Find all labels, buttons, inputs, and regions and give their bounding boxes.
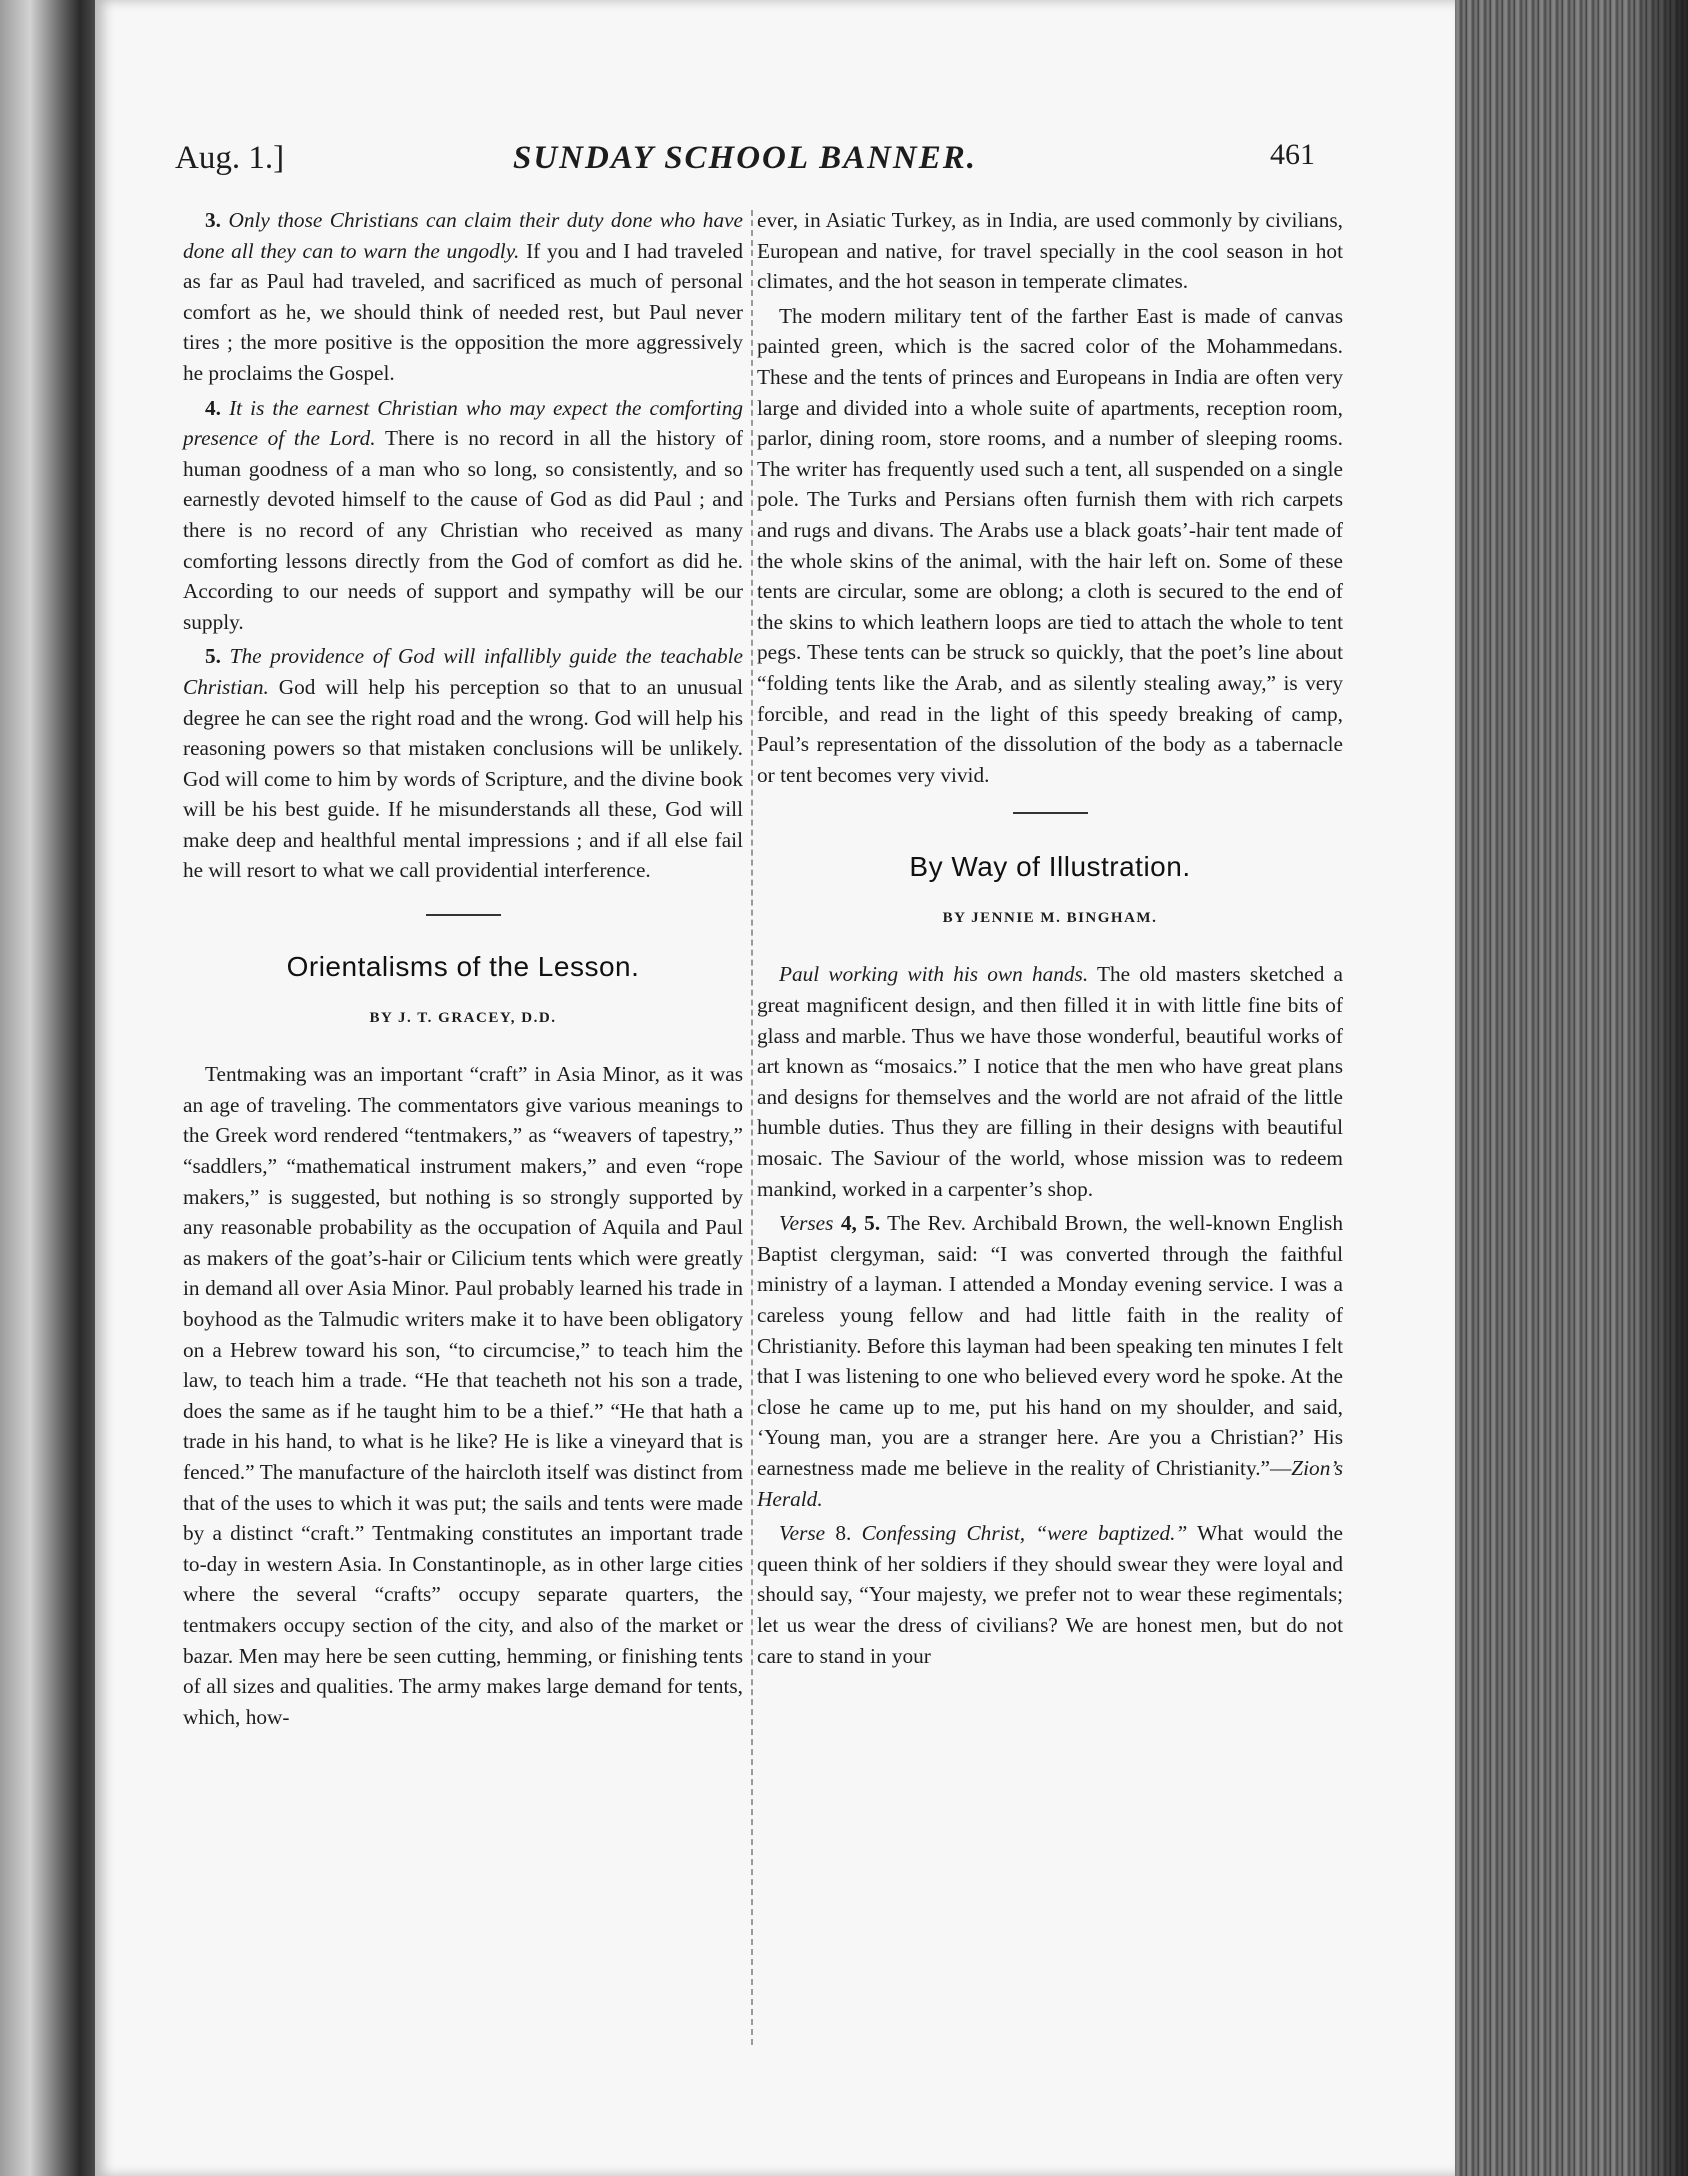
illustration-2: Verses 4, 5. The Rev. Archibald Brown, the well-known English Baptist clergyman, said: “I was converted through the faithful ministry of a layman. I attended a Monday evening service. I was a careless young fellow and had little faith in the reality of Christianity. Before this layman had been speaking ten minutes I felt that I was listening to one who believed every word he spoke. At the close he came up to me, put his hand on my shoulder, and said, ‘Young man, you are a stranger here. Are you a Christian?’ His earnestness made me believe in the reality of Christianity.”—Zion’s Herald. — [757, 1211, 1343, 1511]
section-rule — [1013, 812, 1088, 814]
book-spine-left — [0, 0, 95, 2176]
point-5: 5. The providence of God will infallibly guide the teachable Christian. God will help his perception so that to an unusual degree he can see the right road and the wrong. God will help his reasoning powers so that mistaken conclusions will be unlikely. God will come to him by words of Scripture, and the divine book will be his best guide. If he misunderstands all these, God will make deep and healthful mental impressions ; and if all else fail he will resort to what we call providential interference. — [183, 644, 743, 883]
header-title: SUNDAY SCHOOL BANNER. — [512, 140, 978, 176]
orientalisms-body: Tentmaking was an important “craft” in Asia Minor, as it was an age of traveling. The commentators give various meanings to the Greek word rendered “tentmakers,” as “weavers of tapestry,” “saddlers,” “mathematical instrument makers,” and even “rope makers,” is suggested, but nothing is so strongly supported by any reasonable probability as the occupation of Aquila and Paul as makers of the goat’s-hair or Cilicium tents which were greatly in demand all over Asia Minor. Paul probably learned his trade in boyhood as the Talmudic writers make it to have been obligatory on a Hebrew toward his son, “to circumcise,” to teach him the law, to teach him a trade. “He that teacheth not his son a trade, does the same as if he taught him to be a thief.” “He that hath a trade in his hand, to what is he like? He is like a vineyard that is fenced.” The manufacture of the haircloth itself was distinct from that of the uses to which it was put; the sails and tents were made by a distinct “craft.” Tentmaking constitutes an important trade to-day in western Asia. In Constantinople, as in other large cities where the several “crafts” occupy separate quarters, the tentmakers occupy section of the city, and also of the market or bazar. Men may here be seen cutting, hemming, or finishing tents of all sizes and qualities. The army makes large demand for tents, which, how- — [183, 1062, 743, 1729]
section-rule — [426, 914, 501, 916]
running-header — [175, 140, 1315, 190]
illustration-3: Verse 8. Confessing Christ, “were baptized.” What would the queen think of her soldiers if they should swear they were loyal and should say, “Your majesty, we prefer not to wear these regimentals; let us wear the dress of civilians? We are honest men, but do not care to stand in your — [757, 1521, 1344, 1668]
left-column — [183, 205, 743, 1736]
orientalisms-para-2: The modern military tent of the farther East is made of canvas painted green, which is the sacred color of the Mohammedans. These and the tents of princes and Europeans in India are often very large and divided into a whole suite of apartments, reception room, parlor, dining room, store rooms, and a number of sleeping rooms. The writer has frequently used such a tent, all suspended on a single pole. The Turks and Persians often furnish them with rich carpets and rugs and divans. The Arabs use a black goats’-hair tent made of the whole skins of the animal, with the hair left on. Some of these tents are circular, some are oblong; a cloth is secured to the end of the skins to which leathern loops are tied to attach the whole to tent pegs. These tents can be struck so quickly, that the poet’s line about “folding tents like the Arab, and as silently stealing away,” is very forcible, and read in the light of this speedy breaking of camp, Paul’s representation of the dissolution of the body as a tabernacle or tent becomes very vivid. — [757, 303, 1343, 787]
orientalisms-continuation: ever, in Asiatic Turkey, as in India, are used commonly by civilians, European and native, for travel specially in the cool season in hot climates, and the hot season in temperate climates. — [757, 208, 1343, 294]
page-number: 461 — [1270, 138, 1315, 171]
point-4: 4. It is the earnest Christian who may expect the comforting presence of the Lord. There is no record in all the history of human goodness of a man who so long, so consistently, and so earnestly devoted himself to the cause of God as did Paul ; and there is no record of any Christian who received as many comforting lessons directly from the God of comfort as did he. According to our needs of support and sympathy will be our supply. — [183, 395, 743, 634]
byline-bingham: BY JENNIE M. BINGHAM. — [942, 909, 1158, 926]
book-page-edges-right — [1455, 0, 1688, 2176]
byline-gracey: BY J. T. GRACEY, D.D. — [369, 1009, 557, 1026]
column-divider — [751, 210, 754, 2045]
section-title-orientalisms: Orientalisms of the Lesson. — [286, 951, 640, 983]
illustration-1: Paul working with his own hands. The old masters sketched a great magnificent design, and then filled it in with little fine bits of glass and marble. Thus we have those wonderful, beautiful works of art known as “mosaics.” I notice that the men who have great plans and designs for themselves and the world are not afraid of the little humble duties. Thus they are filling in their designs with beautiful mosaic. The Saviour of the world, whose mission was to redeem mankind, worked in a carpenter’s shop. — [757, 962, 1343, 1201]
section-title-illustration: By Way of Illustration. — [909, 851, 1191, 883]
point-3: 3. Only those Christians can claim their duty done who have done all they can to warn the ungodly. If you and I had traveled as far as Paul had traveled, and sacrificed as much of personal comfort as he, we should think of needed rest, but Paul never tires ; the more positive is the opposition the more aggressively he proclaims the Gospel. — [183, 208, 743, 385]
header-date: Aug. 1.] — [175, 140, 285, 176]
right-column — [757, 205, 1343, 1675]
